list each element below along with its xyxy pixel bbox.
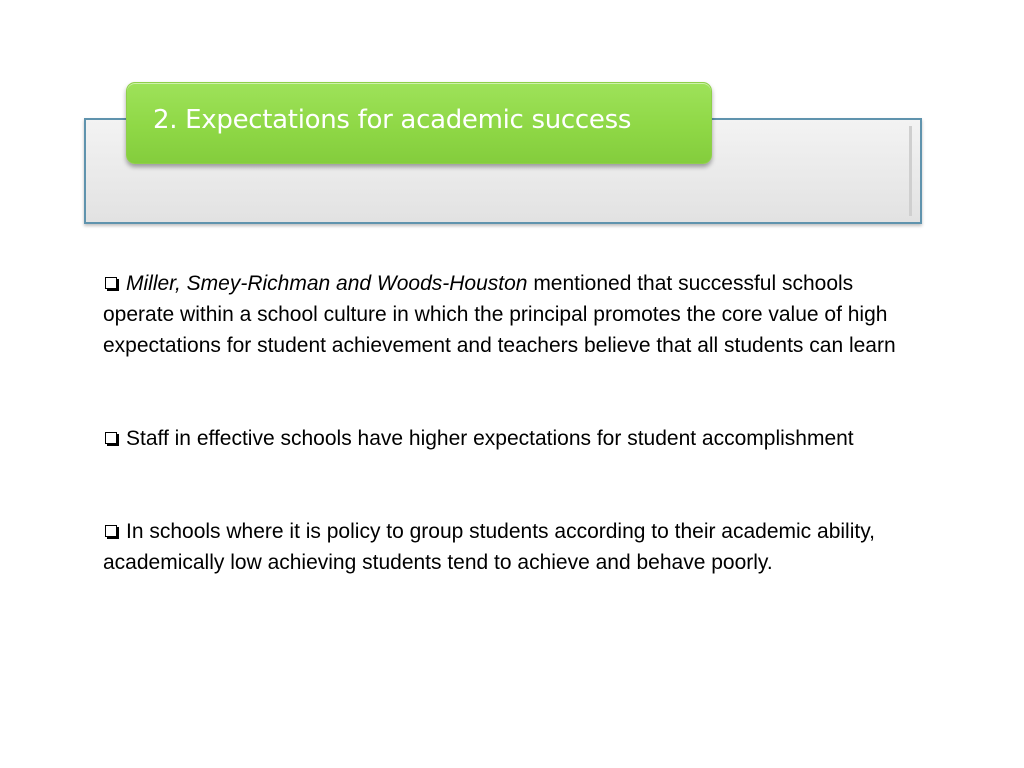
bullet-list (103, 268, 903, 578)
bullet-italic-lead: Miller, Smey-Richman and Woods-Houston (126, 272, 528, 295)
checkbox-bullet-icon (105, 525, 117, 537)
bullet-item (103, 268, 903, 361)
bullet-text: Staff in effective schools have higher expectations for student accomplishment (126, 427, 854, 450)
bullet-item (103, 423, 903, 454)
bullet-item (103, 516, 903, 578)
checkbox-bullet-icon (105, 432, 117, 444)
bullet-text: mentioned that successful schools operate within a school culture in which the principal promotes the core value of high expectations for student achievement and teachers believe that all students can learn (103, 272, 896, 357)
title-pill (126, 82, 712, 164)
checkbox-bullet-icon (105, 277, 117, 289)
slide-title: 2. Expectations for academic success (153, 105, 632, 135)
bullet-text: In schools where it is policy to group students according to their academic ability, academically low achieving students tend to achieve and behave poorly. (103, 520, 875, 574)
